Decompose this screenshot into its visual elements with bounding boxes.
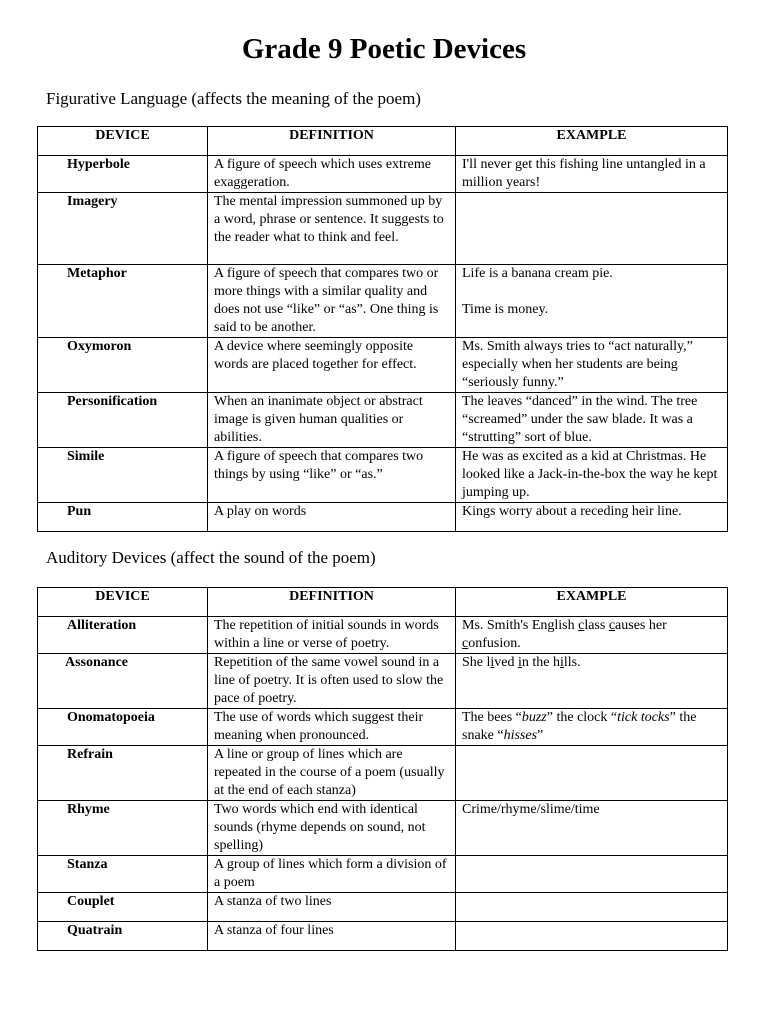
figurative-language-heading: Figurative Language (affects the meaning of the poem) bbox=[46, 89, 421, 108]
table-row bbox=[38, 654, 728, 709]
device-definition: A line or group of lines which are repeated in the course of a poem (usually at the end of each stanza) bbox=[208, 746, 456, 801]
device-example bbox=[456, 617, 728, 654]
onomatopoeia-word: buzz bbox=[521, 710, 547, 725]
device-name: Couplet bbox=[38, 893, 208, 922]
table-header-row bbox=[38, 588, 728, 617]
table-row bbox=[38, 265, 728, 338]
device-name: Onomatopoeia bbox=[38, 709, 208, 746]
table-row bbox=[38, 393, 728, 448]
device-name: Simile bbox=[38, 448, 208, 503]
device-example bbox=[456, 746, 728, 801]
device-example: The leaves “danced” in the wind. The tree “screamed” under the saw blade. It was a “strutting” sort of blue. bbox=[456, 393, 728, 448]
table-row bbox=[38, 893, 728, 922]
device-definition: A stanza of four lines bbox=[208, 922, 456, 951]
device-example bbox=[456, 193, 728, 265]
column-header-device: DEVICE bbox=[38, 588, 208, 617]
device-definition: The repetition of initial sounds in words within a line or verse of poetry. bbox=[208, 617, 456, 654]
example-text: ved bbox=[494, 655, 518, 670]
column-header-definition: DEFINITION bbox=[208, 588, 456, 617]
column-header-example: EXAMPLE bbox=[456, 588, 728, 617]
table-row bbox=[38, 503, 728, 532]
example-text: onfusion. bbox=[468, 636, 521, 651]
table-row bbox=[38, 338, 728, 393]
column-header-example: EXAMPLE bbox=[456, 127, 728, 156]
example-text: ” the snake “ bbox=[462, 710, 697, 743]
device-name: Pun bbox=[38, 503, 208, 532]
example-text: auses her bbox=[615, 618, 667, 633]
example-text: ” the clock “ bbox=[546, 710, 618, 725]
device-example bbox=[456, 709, 728, 746]
device-example bbox=[456, 654, 728, 709]
device-example: He was as excited as a kid at Christmas. He looked like a Jack-in-the-box the way he kept jumping up. bbox=[456, 448, 728, 503]
table-row bbox=[38, 746, 728, 801]
device-name: Hyperbole bbox=[38, 156, 208, 193]
example-text: Ms. Smith's English bbox=[462, 618, 579, 633]
device-name: Refrain bbox=[38, 746, 208, 801]
device-name: Stanza bbox=[38, 856, 208, 893]
table-row bbox=[38, 193, 728, 265]
example-line: Time is money. bbox=[462, 302, 549, 317]
device-definition: The use of words which suggest their meaning when pronounced. bbox=[208, 709, 456, 746]
onomatopoeia-word: tick tocks bbox=[617, 710, 670, 725]
device-example bbox=[456, 265, 728, 338]
device-definition: When an inanimate object or abstract image is given human qualities or abilities. bbox=[208, 393, 456, 448]
column-header-definition: DEFINITION bbox=[208, 127, 456, 156]
table-row bbox=[38, 709, 728, 746]
page-title: Grade 9 Poetic Devices bbox=[241, 33, 527, 65]
device-definition: A figure of speech which uses extreme exaggeration. bbox=[208, 156, 456, 193]
device-definition: A figure of speech that compares two or more things with a similar quality and does not use “like” or “as”. One thing is said to be another. bbox=[208, 265, 456, 338]
underlined-sound: i bbox=[518, 655, 522, 670]
underlined-sound: c bbox=[578, 618, 585, 633]
device-example bbox=[456, 856, 728, 893]
device-name: Alliteration bbox=[38, 617, 208, 654]
underlined-sound: c bbox=[462, 636, 469, 651]
column-header-device: DEVICE bbox=[38, 127, 208, 156]
device-example bbox=[456, 893, 728, 922]
device-example: Crime/rhyme/slime/time bbox=[456, 801, 728, 856]
device-example: Kings worry about a receding heir line. bbox=[456, 503, 728, 532]
device-definition: A group of lines which form a division of a poem bbox=[208, 856, 456, 893]
device-definition: Repetition of the same vowel sound in a line of poetry. It is often used to slow the pace of poetry. bbox=[208, 654, 456, 709]
example-text: lass bbox=[584, 618, 609, 633]
device-name: Personification bbox=[38, 393, 208, 448]
table-row bbox=[38, 922, 728, 951]
device-definition: A play on words bbox=[208, 503, 456, 532]
device-example: Ms. Smith always tries to “act naturally,” especially when her students are being “seriously funny.” bbox=[456, 338, 728, 393]
table-row bbox=[38, 617, 728, 654]
table-row bbox=[38, 856, 728, 893]
table-row bbox=[38, 801, 728, 856]
device-definition: A device where seemingly opposite words are placed together for effect. bbox=[208, 338, 456, 393]
underlined-sound: c bbox=[608, 618, 616, 633]
device-example bbox=[456, 922, 728, 951]
device-name: Metaphor bbox=[38, 265, 208, 338]
device-definition: The mental impression summoned up by a word, phrase or sentence. It suggests to the reader what to think and feel. bbox=[208, 193, 456, 265]
device-definition: Two words which end with identical sounds (rhyme depends on sound, not spelling) bbox=[208, 801, 456, 856]
figurative-language-table bbox=[37, 126, 728, 532]
example-text: The bees “ bbox=[462, 710, 522, 725]
device-name: Assonance bbox=[38, 654, 208, 709]
example-text: ” bbox=[537, 728, 544, 743]
underlined-sound: i bbox=[490, 655, 495, 670]
auditory-devices-heading: Auditory Devices (affect the sound of the poem) bbox=[46, 548, 376, 567]
device-name: Oxymoron bbox=[38, 338, 208, 393]
auditory-devices-table bbox=[37, 587, 728, 951]
device-name: Rhyme bbox=[38, 801, 208, 856]
table-header-row bbox=[38, 127, 728, 156]
onomatopoeia-word: hisses bbox=[503, 728, 538, 743]
example-text: lls. bbox=[563, 655, 581, 670]
table-row bbox=[38, 156, 728, 193]
device-name: Quatrain bbox=[38, 922, 208, 951]
underlined-sound: i bbox=[560, 655, 564, 670]
table-row bbox=[38, 448, 728, 503]
example-text: n the h bbox=[521, 655, 560, 670]
device-definition: A stanza of two lines bbox=[208, 893, 456, 922]
example-text: She l bbox=[462, 655, 491, 670]
device-name: Imagery bbox=[38, 193, 208, 265]
device-definition: A figure of speech that compares two things by using “like” or “as.” bbox=[208, 448, 456, 503]
example-line: Life is a banana cream pie. bbox=[462, 266, 613, 281]
device-example: I'll never get this fishing line untangled in a million years! bbox=[456, 156, 728, 193]
